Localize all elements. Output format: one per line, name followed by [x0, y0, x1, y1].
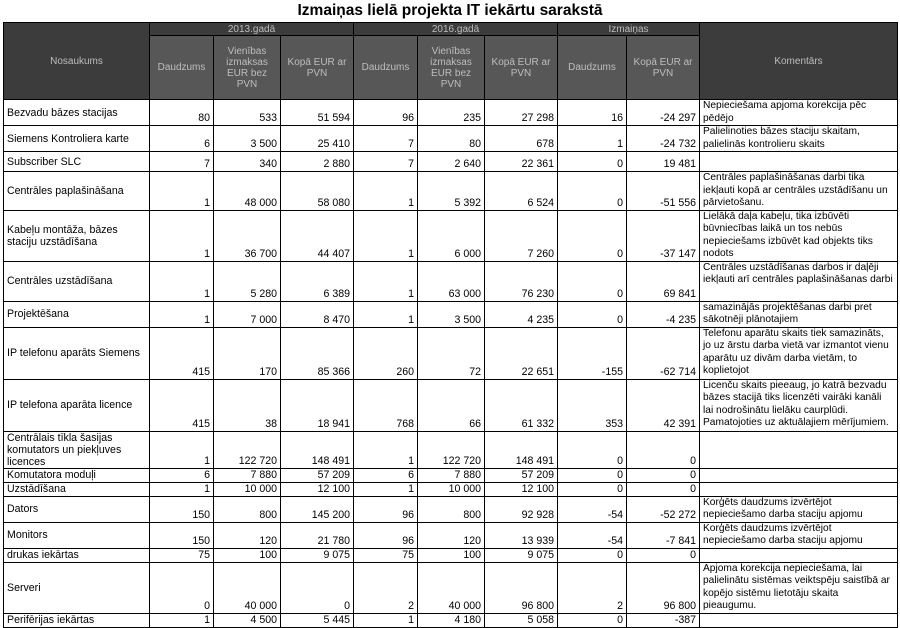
cell-total-2016: 12 100: [485, 482, 558, 496]
cell-total-2016: 22 651: [485, 327, 558, 379]
cell-total-change: -52 272: [627, 496, 700, 522]
cell-total-change: 0: [627, 468, 700, 482]
table-row: [4, 468, 898, 482]
cell-qty-2016: 768: [354, 379, 418, 431]
cell-unit-2013: 10 000: [214, 482, 281, 496]
cell-unit-2016: 5 392: [418, 172, 485, 211]
cell-comment: Palielinoties bāzes staciju skaitam, palielinās kontrolieru skaits: [700, 126, 898, 152]
header-comment: Komentārs: [700, 23, 898, 100]
cell-name: IP telefonu aparāts Siemens: [4, 327, 150, 379]
cell-unit-2016: 10 000: [418, 482, 485, 496]
cell-unit-2016: 3 500: [418, 301, 485, 327]
table-row: [4, 327, 898, 379]
cell-comment: [700, 152, 898, 172]
cell-total-2013: 85 366: [281, 327, 354, 379]
cell-comment: Korģēts daudzums izvērtējot nepieciešamo darba staciju apjomu: [700, 522, 898, 548]
header-total-2016: Kopā EUR ar PVN: [485, 36, 558, 100]
cell-total-2016: 4 235: [485, 301, 558, 327]
cell-qty-2016: 96: [354, 522, 418, 548]
cell-name: Perifērijas iekārtas: [4, 613, 150, 627]
cell-total-2016: 57 209: [485, 468, 558, 482]
cell-total-2013: 9 075: [281, 548, 354, 562]
cell-comment: Telefonu aparātu skaits tiek samazināts, jo uz ārstu darba vietā var izmantot vienu aparātu uz divām darba vietām, to koplietojot: [700, 327, 898, 379]
cell-qty-change: 1: [558, 126, 627, 152]
cell-unit-2013: 800: [214, 496, 281, 522]
cell-total-2013: 8 470: [281, 301, 354, 327]
cell-qty-2013: 80: [150, 100, 214, 126]
header-group-2013: 2013.gadā: [150, 23, 354, 36]
cell-total-2016: 22 361: [485, 152, 558, 172]
header-qty-2013: Daudzums: [150, 36, 214, 100]
table-row: [4, 172, 898, 211]
cell-total-2013: 148 491: [281, 431, 354, 468]
cell-total-2013: 44 407: [281, 210, 354, 261]
cell-qty-2013: 1: [150, 431, 214, 468]
cell-name: Komutatora moduļi: [4, 468, 150, 482]
table-row: [4, 301, 898, 327]
cell-qty-2016: 1: [354, 482, 418, 496]
cell-total-2016: 9 075: [485, 548, 558, 562]
cell-unit-2013: 3 500: [214, 126, 281, 152]
cell-total-change: -51 556: [627, 172, 700, 211]
cell-total-change: -4 235: [627, 301, 700, 327]
cell-total-change: -24 297: [627, 100, 700, 126]
table-row: [4, 482, 898, 496]
cell-qty-change: 0: [558, 210, 627, 261]
cell-qty-2016: 96: [354, 496, 418, 522]
cell-unit-2013: 7 000: [214, 301, 281, 327]
table-row: [4, 126, 898, 152]
cell-total-change: 0: [627, 431, 700, 468]
cell-qty-change: 2: [558, 562, 627, 613]
table-row: [4, 379, 898, 431]
cell-qty-change: 16: [558, 100, 627, 126]
cell-name: Bezvadu bāzes stacijas: [4, 100, 150, 126]
cell-qty-2013: 7: [150, 152, 214, 172]
header-group-2016: 2016.gadā: [354, 23, 558, 36]
table-row: [4, 261, 898, 301]
cell-qty-change: 0: [558, 482, 627, 496]
cell-total-2016: 678: [485, 126, 558, 152]
cell-unit-2016: 2 640: [418, 152, 485, 172]
equipment-change-table: [3, 22, 898, 628]
cell-total-change: 19 481: [627, 152, 700, 172]
table-body: [4, 100, 898, 628]
cell-unit-2013: 120: [214, 522, 281, 548]
cell-qty-change: -54: [558, 522, 627, 548]
cell-name: Uzstādīšana: [4, 482, 150, 496]
cell-total-change: -7 841: [627, 522, 700, 548]
cell-total-2016: 148 491: [485, 431, 558, 468]
cell-total-change: -24 732: [627, 126, 700, 152]
cell-total-change: 42 391: [627, 379, 700, 431]
cell-unit-2016: 80: [418, 126, 485, 152]
cell-qty-change: 0: [558, 261, 627, 301]
cell-total-2016: 13 939: [485, 522, 558, 548]
cell-comment: [700, 468, 898, 482]
cell-unit-2016: 63 000: [418, 261, 485, 301]
cell-unit-2013: 36 700: [214, 210, 281, 261]
header-qty-change: Daudzums: [558, 36, 627, 100]
cell-name: Dators: [4, 496, 150, 522]
header-unit-2013: Vienības izmaksas EUR bez PVN: [214, 36, 281, 100]
cell-qty-2013: 6: [150, 468, 214, 482]
cell-name: Serveri: [4, 562, 150, 613]
cell-unit-2013: 122 720: [214, 431, 281, 468]
cell-unit-2016: 800: [418, 496, 485, 522]
header-qty-2016: Daudzums: [354, 36, 418, 100]
cell-total-2016: 92 928: [485, 496, 558, 522]
cell-qty-change: 0: [558, 172, 627, 211]
table-row: [4, 210, 898, 261]
cell-qty-2013: 150: [150, 522, 214, 548]
cell-qty-change: 0: [558, 613, 627, 627]
cell-qty-2016: 260: [354, 327, 418, 379]
cell-qty-2016: 1: [354, 172, 418, 211]
cell-unit-2016: 235: [418, 100, 485, 126]
cell-name: drukas iekārtas: [4, 548, 150, 562]
cell-unit-2013: 7 880: [214, 468, 281, 482]
cell-comment: Centrāles paplašināšanas darbi tika iekļauti kopā ar centrāles uzstādīšanu un pārvietošanu.: [700, 172, 898, 211]
cell-name: Monitors: [4, 522, 150, 548]
cell-qty-2013: 1: [150, 301, 214, 327]
cell-qty-2013: 75: [150, 548, 214, 562]
cell-unit-2013: 48 000: [214, 172, 281, 211]
cell-comment: Korģēts daudzums izvērtējot nepieciešamo darba staciju apjomu: [700, 496, 898, 522]
cell-name: Kabeļu montāža, bāzes staciju uzstādīšana: [4, 210, 150, 261]
cell-unit-2016: 100: [418, 548, 485, 562]
header-unit-2016: Vienības izmaksas EUR bez PVN: [418, 36, 485, 100]
cell-total-2013: 0: [281, 562, 354, 613]
cell-comment: Lielākā daļa kabeļu, tika izbūvēti būvniecības laikā un tos nebūs nepieciešams izbūvēt kad objekts tiks nodots: [700, 210, 898, 261]
cell-qty-2016: 7: [354, 126, 418, 152]
cell-unit-2013: 4 500: [214, 613, 281, 627]
cell-total-change: -387: [627, 613, 700, 627]
cell-name: IP telefona aparāta licence: [4, 379, 150, 431]
cell-total-2013: 145 200: [281, 496, 354, 522]
cell-qty-2016: 1: [354, 431, 418, 468]
cell-qty-change: 0: [558, 431, 627, 468]
cell-qty-2016: 6: [354, 468, 418, 482]
table-row: [4, 562, 898, 613]
cell-total-2016: 76 230: [485, 261, 558, 301]
cell-total-2013: 5 445: [281, 613, 354, 627]
cell-qty-2013: 1: [150, 210, 214, 261]
cell-comment: [700, 482, 898, 496]
cell-total-2016: 96 800: [485, 562, 558, 613]
cell-qty-2013: 1: [150, 482, 214, 496]
cell-unit-2013: 40 000: [214, 562, 281, 613]
cell-comment: [700, 613, 898, 627]
cell-unit-2016: 7 880: [418, 468, 485, 482]
cell-total-change: 0: [627, 548, 700, 562]
cell-name: Subscriber SLC: [4, 152, 150, 172]
cell-qty-2016: 1: [354, 210, 418, 261]
cell-name: Centrāles paplašināšana: [4, 172, 150, 211]
cell-total-2016: 6 524: [485, 172, 558, 211]
cell-qty-change: 0: [558, 548, 627, 562]
cell-qty-2016: 1: [354, 261, 418, 301]
cell-comment: [700, 431, 898, 468]
cell-qty-change: 353: [558, 379, 627, 431]
cell-total-2016: 7 260: [485, 210, 558, 261]
cell-total-2013: 12 100: [281, 482, 354, 496]
cell-total-2013: 58 080: [281, 172, 354, 211]
cell-comment: Centrāles uzstādīšanas darbos ir daļēji iekļauti arī centrāles paplašināšanas darbi: [700, 261, 898, 301]
cell-total-2016: 27 298: [485, 100, 558, 126]
cell-qty-2016: 2: [354, 562, 418, 613]
cell-unit-2016: 120: [418, 522, 485, 548]
cell-unit-2016: 4 180: [418, 613, 485, 627]
cell-unit-2013: 533: [214, 100, 281, 126]
cell-total-change: -37 147: [627, 210, 700, 261]
cell-total-2013: 2 880: [281, 152, 354, 172]
cell-unit-2013: 5 280: [214, 261, 281, 301]
cell-comment: Licenču skaits pieeaug, jo katrā bezvadu bāzes stacijā tiks licenzēti vairāki kanāli lai nodrošinātu lielāku caurplūdi. Pamatojoties uz aktuālajiem mērījumiem.: [700, 379, 898, 431]
cell-unit-2016: 122 720: [418, 431, 485, 468]
cell-unit-2016: 66: [418, 379, 485, 431]
cell-qty-2013: 415: [150, 327, 214, 379]
cell-qty-2016: 96: [354, 100, 418, 126]
page-title: Izmaiņas lielā projekta IT iekārtu sarakstā: [297, 2, 603, 19]
cell-qty-2016: 7: [354, 152, 418, 172]
cell-unit-2013: 100: [214, 548, 281, 562]
cell-qty-change: -54: [558, 496, 627, 522]
cell-comment: Nepieciešama apjoma korekcija pēc pēdējo: [700, 100, 898, 126]
cell-qty-2016: 1: [354, 301, 418, 327]
cell-qty-2013: 1: [150, 261, 214, 301]
cell-qty-2016: 75: [354, 548, 418, 562]
cell-unit-2016: 6 000: [418, 210, 485, 261]
cell-qty-2013: 150: [150, 496, 214, 522]
cell-qty-2016: 1: [354, 613, 418, 627]
table-row: [4, 496, 898, 522]
cell-total-2016: 61 332: [485, 379, 558, 431]
cell-unit-2013: 340: [214, 152, 281, 172]
header-name: Nosaukums: [4, 23, 150, 100]
cell-name: Centrālais tīkla šasijas komutators un piekļuves licences: [4, 431, 150, 468]
cell-unit-2013: 38: [214, 379, 281, 431]
cell-comment: samazinājās projektēšanas darbi pret sākotnēji plānotajiem: [700, 301, 898, 327]
cell-qty-change: 0: [558, 468, 627, 482]
cell-qty-2013: 415: [150, 379, 214, 431]
cell-qty-2013: 1: [150, 613, 214, 627]
cell-total-change: 96 800: [627, 562, 700, 613]
cell-total-2016: 5 058: [485, 613, 558, 627]
header-total-2013: Kopā EUR ar PVN: [281, 36, 354, 100]
cell-total-change: 0: [627, 482, 700, 496]
cell-total-change: 69 841: [627, 261, 700, 301]
cell-total-2013: 6 389: [281, 261, 354, 301]
cell-qty-change: -155: [558, 327, 627, 379]
cell-unit-2016: 72: [418, 327, 485, 379]
cell-total-2013: 57 209: [281, 468, 354, 482]
header-group-change: Izmaiņas: [558, 23, 700, 36]
cell-qty-2013: 6: [150, 126, 214, 152]
cell-total-2013: 18 941: [281, 379, 354, 431]
table-row: [4, 522, 898, 548]
cell-total-change: -62 714: [627, 327, 700, 379]
cell-qty-change: 0: [558, 301, 627, 327]
header-total-change: Kopā EUR ar PVN: [627, 36, 700, 100]
cell-qty-change: 0: [558, 152, 627, 172]
table-row: [4, 100, 898, 126]
cell-qty-2013: 0: [150, 562, 214, 613]
cell-unit-2013: 170: [214, 327, 281, 379]
cell-qty-2013: 1: [150, 172, 214, 211]
header-group-row: [4, 23, 898, 36]
cell-total-2013: 21 780: [281, 522, 354, 548]
cell-total-2013: 51 594: [281, 100, 354, 126]
table-row: [4, 152, 898, 172]
cell-comment: [700, 548, 898, 562]
table-row: [4, 613, 898, 627]
cell-total-2013: 25 410: [281, 126, 354, 152]
cell-name: Siemens Kontroliera karte: [4, 126, 150, 152]
cell-name: Projektēšana: [4, 301, 150, 327]
cell-unit-2016: 40 000: [418, 562, 485, 613]
table-row: [4, 431, 898, 468]
cell-name: Centrāles uzstādīšana: [4, 261, 150, 301]
cell-comment: Apjoma korekcija nepieciešama, lai palielinātu sistēmas veiktspēju saistībā ar kopējo sistēmu lietotāju skaita pieaugumu.: [700, 562, 898, 613]
table-row: [4, 548, 898, 562]
